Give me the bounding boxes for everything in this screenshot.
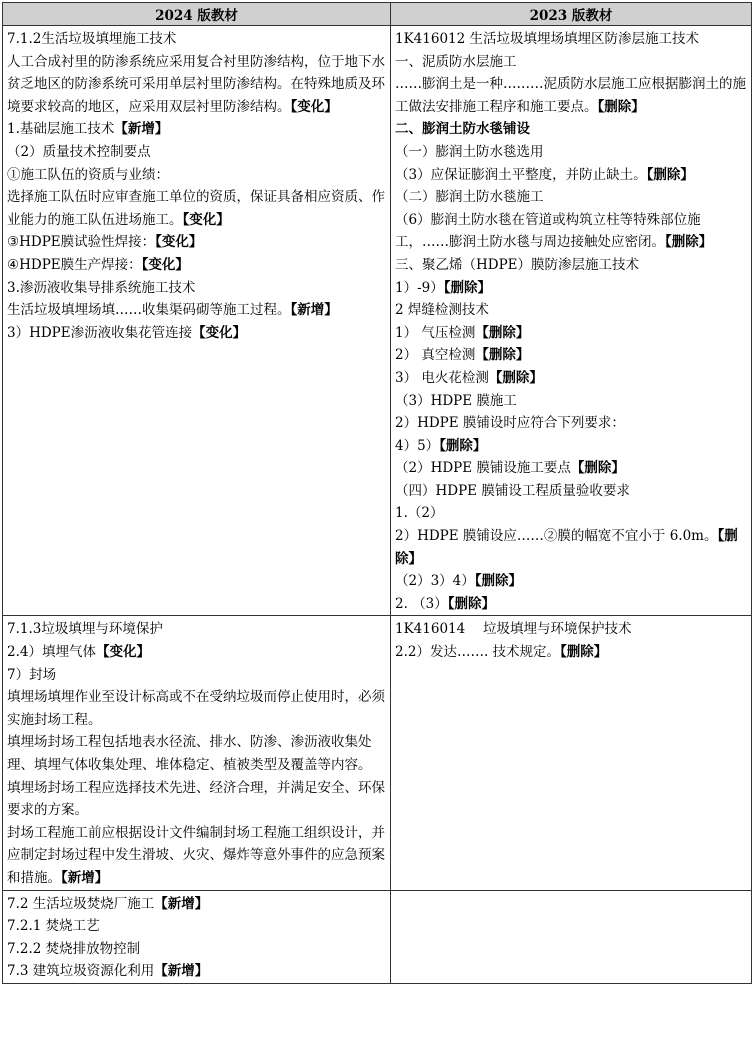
line-text: 填埋场封场工程包括地表水径流、排水、防渗、渗沥液收集处理、填埋气体收集处理、堆体稳定、植被类型及覆盖等内容。 [7, 734, 372, 773]
text-line [7, 618, 387, 641]
change-tag: 【删除】 [439, 437, 487, 454]
line-text: （3）HDPE 膜施工 [395, 392, 517, 409]
line-text: 7.1.3垃圾填埋与环境保护 [7, 621, 163, 638]
line-text: 三、聚乙烯（HDPE）膜防渗层施工技术 [395, 256, 640, 273]
table-row [3, 616, 752, 890]
change-tag: 【删除】 [488, 369, 543, 386]
line-text: 2）HDPE 膜铺设应……②膜的幅宽不宜小于 6.0m。 [395, 528, 718, 545]
text-line [395, 73, 748, 118]
header-2023: 2023 版教材 [391, 3, 752, 26]
line-text: 封场工程施工前应根据设计文件编制封场工程施工组织设计，并应制定封场过程中发生滑坡、火灾、爆炸等意外事件的应急预案和措施。 [7, 824, 385, 886]
change-tag: 【变化】 [290, 98, 338, 115]
text-line [7, 186, 387, 231]
text-line [7, 938, 387, 961]
line-text: 7.2.1 焚烧工艺 [7, 918, 100, 935]
line-text: 人工合成衬里的防渗系统应采用复合衬里防渗结构，位于地下水贫乏地区的防渗系统可采用单层衬里防渗结构。在特殊地质及环境要求较高的地区，应采用双层衬里防渗结构。 [7, 53, 385, 115]
line-text: 填埋场封场工程应选择技术先进、经济合理，并满足安全、环保要求的方案。 [7, 779, 385, 819]
change-tag: 【删除】 [475, 347, 530, 364]
text-line [395, 344, 748, 367]
text-line [395, 254, 748, 277]
line-text: 选择施工队伍时应审查施工单位的资质，保证具备相应资质、作业能力的施工队伍进场施工。 [7, 189, 385, 228]
text-line [395, 593, 748, 616]
text-line [395, 570, 748, 593]
text-line [395, 322, 748, 345]
line-text: 2）HDPE 膜铺设时应符合下列要求： [395, 415, 625, 432]
line-text: 1.基础层施工技术 [7, 121, 115, 138]
text-line [395, 186, 748, 209]
line-text: （一）膨润土防水毯选用 [395, 143, 544, 160]
change-tag: 【删除】 [395, 528, 738, 567]
line-text: 3.渗沥液收集导排系统施工技术 [7, 279, 196, 296]
change-tag: 【变化】 [95, 644, 150, 661]
change-tag: 【变化】 [141, 256, 189, 273]
change-tag: 【删除】 [665, 234, 713, 251]
text-line [395, 502, 748, 525]
line-text: 2.4）填埋气体 [7, 644, 96, 661]
text-line [7, 960, 387, 983]
text-line [7, 51, 387, 119]
header-2024: 2024 版教材 [3, 3, 391, 26]
change-tag: 【新增】 [61, 869, 109, 886]
text-line [395, 118, 748, 141]
line-text: 3） 电火花检测 [395, 369, 489, 386]
text-line [395, 28, 748, 51]
text-line [395, 457, 748, 480]
line-text: 7.3 建筑垃圾资源化利用 [7, 963, 155, 980]
text-line [7, 822, 387, 890]
comparison-table [2, 2, 752, 984]
line-text: （2）HDPE 膜铺设施工要点 [395, 460, 571, 477]
change-tag: 【变化】 [155, 234, 203, 251]
text-line [395, 480, 748, 503]
line-text: 2） 真空检测 [395, 347, 476, 364]
change-tag: 【新增】 [114, 121, 169, 138]
text-line [7, 731, 387, 776]
cell-2023-incineration [391, 890, 752, 983]
line-text: 一、泥质防水层施工 [395, 53, 517, 70]
line-text: 二、膨润土防水毯铺设 [395, 121, 530, 138]
change-tag: 【删除】 [474, 573, 523, 590]
line-text: 7.1.2生活垃圾填埋施工技术 [7, 31, 177, 47]
line-text: 1K416012 生活垃圾填埋场填埋区防渗层施工技术 [395, 31, 699, 47]
change-tag: 【变化】 [182, 211, 230, 228]
change-tag: 【删除】 [447, 595, 496, 612]
change-tag: 【删除】 [570, 460, 625, 477]
text-line [7, 299, 387, 322]
line-text: 2.2）发达……. 技术规定。 [395, 644, 561, 661]
line-text: 7.2.2 焚烧排放物控制 [7, 940, 141, 957]
line-text: ……膨润土是一种………泥质防水层施工应根据膨润土的施工做法安排施工程序和施工要点。 [395, 76, 746, 115]
table-row [3, 26, 752, 616]
line-text: （二）膨润土防水毯施工 [395, 189, 544, 206]
text-line [395, 141, 748, 164]
text-line [7, 686, 387, 731]
change-tag: 【删除】 [646, 166, 694, 183]
change-tag: 【删除】 [475, 324, 530, 341]
text-line [7, 322, 387, 345]
line-text: 1K416014 垃圾填埋与环境保护技术 [395, 621, 632, 638]
line-text: ③HDPE膜试验性焊接： [7, 234, 156, 251]
text-line [7, 893, 387, 916]
text-line [395, 390, 748, 413]
text-line [395, 51, 748, 74]
text-line [395, 164, 748, 187]
text-line [395, 525, 748, 570]
line-text: 1）-9） [395, 279, 444, 296]
change-tag: 【删除】 [597, 98, 645, 115]
line-text: 2 焊缝检测技术 [395, 302, 489, 319]
line-text: 填埋场填埋作业至设计标高或不在受纳垃圾而停止使用时，必须实施封场工程。 [7, 689, 385, 728]
text-line [7, 254, 387, 277]
text-line [7, 915, 387, 938]
text-line [395, 618, 748, 641]
text-line [7, 777, 387, 822]
line-text: 1.（2） [395, 505, 444, 522]
change-tag: 【变化】 [192, 324, 247, 341]
line-text: 4）5） [395, 437, 440, 454]
text-line [7, 141, 387, 164]
change-tag: 【新增】 [290, 302, 338, 319]
text-line [395, 412, 748, 435]
text-line [7, 277, 387, 300]
table-row [3, 890, 752, 983]
text-line [395, 641, 748, 664]
text-line [7, 118, 387, 141]
line-text: （2）3）4） [395, 573, 475, 590]
line-text: （6）膨润土防水毯在管道或构筑立柱等特殊部位施工，……膨润土防水毯与周边接触处应密闭。 [395, 211, 701, 251]
text-line [7, 231, 387, 254]
change-tag: 【新增】 [154, 963, 209, 980]
line-text: 7.2 生活垃圾焚烧厂施工 [7, 895, 155, 912]
line-text: 2. （3） [395, 595, 448, 612]
cell-2024-landfill-construction [3, 26, 391, 616]
text-line [395, 299, 748, 322]
line-text: 3）HDPE渗沥液收集花管连接 [7, 324, 193, 341]
cell-2024-incineration [3, 890, 391, 983]
line-text: 7）封场 [7, 666, 57, 683]
line-text: 生活垃圾填埋场填……收集渠码砌等施工过程。 [7, 302, 291, 319]
line-text: （四）HDPE 膜铺设工程质量验收要求 [395, 482, 630, 499]
line-text: （3）应保证膨润土平整度，并防止缺土。 [395, 166, 647, 183]
cell-2023-landfill-construction [391, 26, 752, 616]
text-line [395, 435, 748, 458]
line-text: ①施工队伍的资质与业绩： [7, 166, 169, 183]
text-line [7, 28, 387, 51]
cell-2024-landfill-environment [3, 616, 391, 890]
text-line [395, 367, 748, 390]
cell-2023-landfill-environment [391, 616, 752, 890]
change-tag: 【新增】 [154, 895, 209, 912]
text-line [7, 664, 387, 687]
change-tag: 【删除】 [560, 644, 608, 661]
header-row [3, 3, 752, 26]
line-text: （2）质量技术控制要点 [7, 143, 151, 160]
change-tag: 【删除】 [443, 279, 491, 296]
text-line [395, 277, 748, 300]
line-text: 1） 气压检测 [395, 324, 476, 341]
line-text: ④HDPE膜生产焊接： [7, 256, 142, 273]
text-line [395, 209, 748, 254]
text-line [7, 641, 387, 664]
text-line [7, 164, 387, 187]
